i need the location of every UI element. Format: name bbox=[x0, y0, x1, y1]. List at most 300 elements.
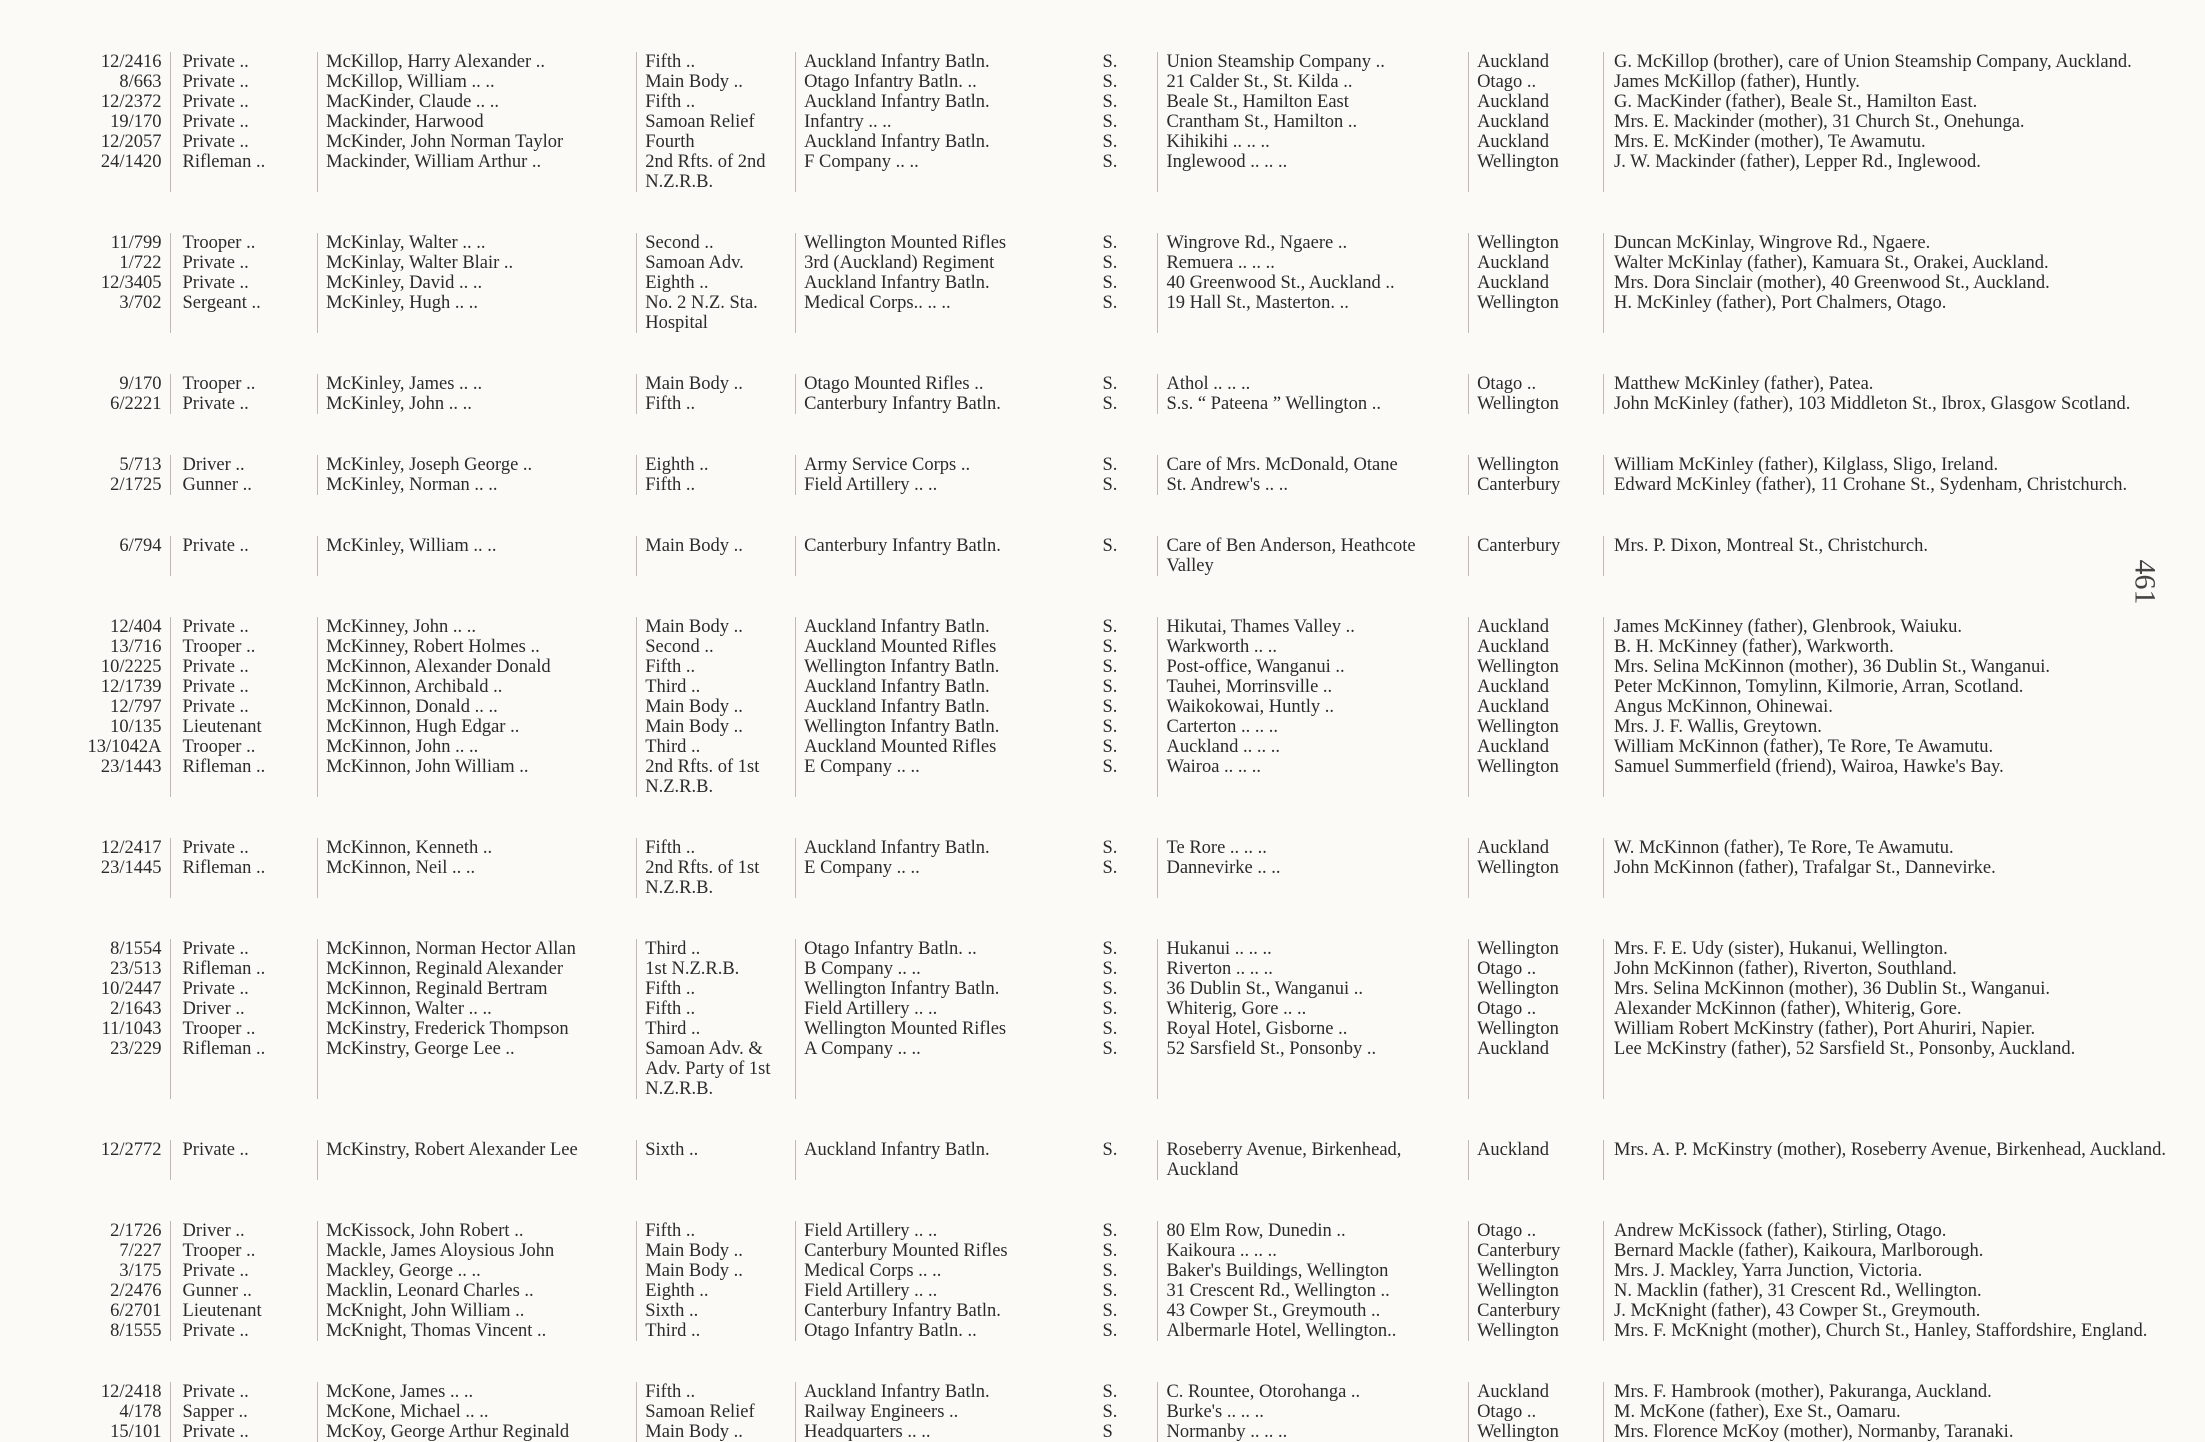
soldier-name-cell: McKinnon, Archibald .. bbox=[318, 677, 637, 697]
draft-cell: Main Body .. bbox=[637, 1422, 796, 1442]
marital-status-cell: S. bbox=[1102, 1261, 1118, 1281]
service-number-cell: 12/2416 bbox=[100, 52, 162, 72]
unit-cell: Canterbury Mounted Rifles bbox=[796, 1241, 1081, 1261]
unit-cell: Headquarters .. .. bbox=[796, 1422, 1081, 1442]
draft-cell: Samoan Relief bbox=[637, 112, 796, 132]
rank-cell: Private .. bbox=[170, 253, 318, 273]
row-spacer-cell bbox=[66, 1099, 2205, 1140]
next-of-kin-cell: Mrs. E. Mackinder (mother), 31 Church St., Onehunga. bbox=[1604, 112, 2205, 132]
service-number-cell: 12/797 bbox=[110, 697, 162, 717]
row-spacer-cell bbox=[66, 1341, 2205, 1382]
service-number-cell: 7/227 bbox=[119, 1241, 162, 1261]
service-number-cell: 12/404 bbox=[110, 617, 162, 637]
service-number-cell: 8/1555 bbox=[110, 1321, 162, 1341]
last-address-cell: Baker's Buildings, Wellington bbox=[1158, 1261, 1469, 1281]
marital-status-cell: S. bbox=[1102, 394, 1118, 414]
draft-cell: Main Body .. bbox=[637, 536, 796, 576]
row-spacer bbox=[66, 1099, 2205, 1140]
rank-cell: Private .. bbox=[170, 657, 318, 677]
soldier-name-cell: McKillop, William .. .. bbox=[318, 72, 637, 92]
soldier-name-cell: McKinley, Joseph George .. bbox=[318, 455, 637, 475]
soldier-name-cell: Mackinder, William Arthur .. bbox=[318, 152, 637, 192]
last-address-cell: 31 Crescent Rd., Wellington .. bbox=[1158, 1281, 1469, 1301]
service-number-cell: 23/229 bbox=[110, 1039, 162, 1059]
military-district-cell: Otago .. bbox=[1469, 1221, 1604, 1241]
last-address-cell: Roseberry Avenue, Birkenhead, Auckland bbox=[1158, 1140, 1469, 1180]
nominal-roll-body bbox=[66, 52, 2205, 1442]
last-address-cell: Te Rore .. .. .. bbox=[1158, 838, 1469, 858]
soldier-name-cell: McKinnon, Reginald Bertram bbox=[318, 979, 637, 999]
next-of-kin-cell: Duncan McKinlay, Wingrove Rd., Ngaere. bbox=[1604, 233, 2205, 253]
last-address-cell: Remuera .. .. .. bbox=[1158, 253, 1469, 273]
table-row bbox=[66, 273, 2205, 293]
rank-cell: Private .. bbox=[170, 677, 318, 697]
table-row bbox=[66, 92, 2205, 112]
row-spacer-cell bbox=[66, 797, 2205, 838]
military-district-cell: Wellington bbox=[1469, 657, 1604, 677]
service-number-cell: 4/178 bbox=[119, 1402, 162, 1422]
soldier-name-cell: McKinley, William .. .. bbox=[318, 536, 637, 576]
next-of-kin-cell: Mrs. F. McKnight (mother), Church St., Hanley, Staffordshire, England. bbox=[1604, 1321, 2205, 1341]
draft-cell: Fifth .. bbox=[637, 92, 796, 112]
military-district-cell: Wellington bbox=[1469, 858, 1604, 898]
next-of-kin-cell: W. McKinnon (father), Te Rore, Te Awamutu. bbox=[1604, 838, 2205, 858]
draft-cell: Fifth .. bbox=[637, 394, 796, 414]
marital-status-cell: S bbox=[1102, 1422, 1113, 1442]
military-district-cell: Wellington bbox=[1469, 1281, 1604, 1301]
draft-cell: Samoan Adv. & Adv. Party of 1st N.Z.R.B. bbox=[637, 1039, 796, 1099]
marital-status-cell: S. bbox=[1102, 657, 1118, 677]
next-of-kin-cell: Walter McKinlay (father), Kamuara St., Orakei, Auckland. bbox=[1604, 253, 2205, 273]
unit-cell: Auckland Mounted Rifles bbox=[796, 737, 1081, 757]
table-row bbox=[66, 112, 2205, 132]
soldier-name-cell: McKillop, Harry Alexander .. bbox=[318, 52, 637, 72]
next-of-kin-cell: John McKinley (father), 103 Middleton St., Ibrox, Glasgow Scotland. bbox=[1604, 394, 2205, 414]
table-row bbox=[66, 717, 2205, 737]
next-of-kin-cell: Mrs. Selina McKinnon (mother), 36 Dublin St., Wanganui. bbox=[1604, 979, 2205, 999]
draft-cell: Third .. bbox=[637, 1321, 796, 1341]
table-row bbox=[66, 132, 2205, 152]
unit-cell: Canterbury Infantry Batln. bbox=[796, 536, 1081, 576]
table-row bbox=[66, 637, 2205, 657]
military-district-cell: Canterbury bbox=[1469, 1301, 1604, 1321]
service-number-cell: 12/2772 bbox=[100, 1140, 162, 1160]
unit-cell: Wellington Mounted Rifles bbox=[796, 1019, 1081, 1039]
next-of-kin-cell: Mrs. E. McKinder (mother), Te Awamutu. bbox=[1604, 132, 2205, 152]
marital-status-cell: S. bbox=[1102, 152, 1118, 172]
marital-status-cell: S. bbox=[1102, 737, 1118, 757]
last-address-cell: Beale St., Hamilton East bbox=[1158, 92, 1469, 112]
table-row bbox=[66, 1221, 2205, 1241]
next-of-kin-cell: J. W. Mackinder (father), Lepper Rd., Inglewood. bbox=[1604, 152, 2205, 192]
service-number-cell: 13/716 bbox=[110, 637, 162, 657]
last-address-cell: Burke's .. .. .. bbox=[1158, 1402, 1469, 1422]
rank-cell: Private .. bbox=[170, 92, 318, 112]
table-row bbox=[66, 455, 2205, 475]
last-address-cell: 40 Greenwood St., Auckland .. bbox=[1158, 273, 1469, 293]
military-district-cell: Auckland bbox=[1469, 1039, 1604, 1099]
service-number-cell: 23/1445 bbox=[100, 858, 162, 878]
table-row bbox=[66, 536, 2205, 576]
military-district-cell: Wellington bbox=[1469, 717, 1604, 737]
last-address-cell: Care of Mrs. McDonald, Otane bbox=[1158, 455, 1469, 475]
rank-cell: Driver .. bbox=[170, 1221, 318, 1241]
unit-cell: Medical Corps.. .. .. bbox=[796, 293, 1081, 333]
table-row bbox=[66, 1281, 2205, 1301]
soldier-name-cell: McKinlay, Walter .. .. bbox=[318, 233, 637, 253]
unit-cell: Army Service Corps .. bbox=[796, 455, 1081, 475]
unit-cell: Otago Infantry Batln. .. bbox=[796, 939, 1081, 959]
rank-cell: Private .. bbox=[170, 979, 318, 999]
next-of-kin-cell: Matthew McKinley (father), Patea. bbox=[1604, 374, 2205, 394]
service-number-cell: 19/170 bbox=[110, 112, 162, 132]
military-district-cell: Wellington bbox=[1469, 152, 1604, 192]
unit-cell: Field Artillery .. .. bbox=[796, 1221, 1081, 1241]
last-address-cell: Albermarle Hotel, Wellington.. bbox=[1158, 1321, 1469, 1341]
draft-cell: Fifth .. bbox=[637, 999, 796, 1019]
military-district-cell: Auckland bbox=[1469, 52, 1604, 72]
next-of-kin-cell: Mrs. J. Mackley, Yarra Junction, Victoria. bbox=[1604, 1261, 2205, 1281]
unit-cell: Wellington Infantry Batln. bbox=[796, 979, 1081, 999]
row-spacer-cell bbox=[66, 192, 2205, 233]
rank-cell: Private .. bbox=[170, 939, 318, 959]
row-spacer bbox=[66, 898, 2205, 939]
draft-cell: 1st N.Z.R.B. bbox=[637, 959, 796, 979]
next-of-kin-cell: G. McKillop (brother), care of Union Steamship Company, Auckland. bbox=[1604, 52, 2205, 72]
marital-status-cell: S. bbox=[1102, 1241, 1118, 1261]
unit-cell: Auckland Infantry Batln. bbox=[796, 1140, 1081, 1180]
rank-cell: Driver .. bbox=[170, 455, 318, 475]
next-of-kin-cell: Mrs. F. E. Udy (sister), Hukanui, Wellington. bbox=[1604, 939, 2205, 959]
military-district-cell: Auckland bbox=[1469, 637, 1604, 657]
table-row bbox=[66, 1140, 2205, 1180]
last-address-cell: S.s. “ Pateena ” Wellington .. bbox=[1158, 394, 1469, 414]
draft-cell: Fifth .. bbox=[637, 1221, 796, 1241]
marital-status-cell: S. bbox=[1102, 717, 1118, 737]
last-address-cell: Waikokowai, Huntly .. bbox=[1158, 697, 1469, 717]
unit-cell: Auckland Infantry Batln. bbox=[796, 52, 1081, 72]
table-row bbox=[66, 1019, 2205, 1039]
military-district-cell: Auckland bbox=[1469, 1140, 1604, 1180]
soldier-name-cell: Macklin, Leonard Charles .. bbox=[318, 1281, 637, 1301]
service-number-cell: 12/2418 bbox=[100, 1382, 162, 1402]
unit-cell: Wellington Mounted Rifles bbox=[796, 233, 1081, 253]
draft-cell: Main Body .. bbox=[637, 1241, 796, 1261]
military-district-cell: Wellington bbox=[1469, 979, 1604, 999]
rank-cell: Sapper .. bbox=[170, 1402, 318, 1422]
soldier-name-cell: McKinnon, Walter .. .. bbox=[318, 999, 637, 1019]
rank-cell: Rifleman .. bbox=[170, 152, 318, 192]
military-district-cell: Auckland bbox=[1469, 253, 1604, 273]
service-number-cell: 8/1554 bbox=[110, 939, 162, 959]
rank-cell: Rifleman .. bbox=[170, 1039, 318, 1099]
service-number-cell: 12/1739 bbox=[100, 677, 162, 697]
table-row bbox=[66, 979, 2205, 999]
table-row bbox=[66, 1261, 2205, 1281]
soldier-name-cell: McKinnon, Reginald Alexander bbox=[318, 959, 637, 979]
unit-cell: E Company .. .. bbox=[796, 757, 1081, 797]
military-district-cell: Wellington bbox=[1469, 233, 1604, 253]
table-row bbox=[66, 1241, 2205, 1261]
table-row bbox=[66, 475, 2205, 495]
next-of-kin-cell: William McKinley (father), Kilglass, Sligo, Ireland. bbox=[1604, 455, 2205, 475]
marital-status-cell: S. bbox=[1102, 293, 1118, 313]
rank-cell: Private .. bbox=[170, 838, 318, 858]
marital-status-cell: S. bbox=[1102, 475, 1118, 495]
soldier-name-cell: McKone, James .. .. bbox=[318, 1382, 637, 1402]
unit-cell: Canterbury Infantry Batln. bbox=[796, 1301, 1081, 1321]
soldier-name-cell: Mackley, George .. .. bbox=[318, 1261, 637, 1281]
table-row bbox=[66, 657, 2205, 677]
soldier-name-cell: MacKinder, Claude .. .. bbox=[318, 92, 637, 112]
rank-cell: Private .. bbox=[170, 697, 318, 717]
rank-cell: Private .. bbox=[170, 1321, 318, 1341]
last-address-cell: Wairoa .. .. .. bbox=[1158, 757, 1469, 797]
service-number-cell: 10/2447 bbox=[100, 979, 162, 999]
rank-cell: Trooper .. bbox=[170, 1241, 318, 1261]
soldier-name-cell: McKinley, David .. .. bbox=[318, 273, 637, 293]
rank-cell: Private .. bbox=[170, 394, 318, 414]
table-row bbox=[66, 52, 2205, 72]
row-spacer-cell bbox=[66, 576, 2205, 617]
table-row bbox=[66, 617, 2205, 637]
military-district-cell: Auckland bbox=[1469, 273, 1604, 293]
unit-cell: Field Artillery .. .. bbox=[796, 999, 1081, 1019]
rank-cell: Trooper .. bbox=[170, 637, 318, 657]
marital-status-cell: S. bbox=[1102, 979, 1118, 999]
soldier-name-cell: McKinley, Norman .. .. bbox=[318, 475, 637, 495]
unit-cell: Infantry .. .. bbox=[796, 112, 1081, 132]
table-row bbox=[66, 1301, 2205, 1321]
service-number-cell: 13/1042A bbox=[87, 737, 162, 757]
marital-status-cell: S. bbox=[1102, 1221, 1118, 1241]
last-address-cell: 21 Calder St., St. Kilda .. bbox=[1158, 72, 1469, 92]
military-district-cell: Auckland bbox=[1469, 92, 1604, 112]
next-of-kin-cell: Mrs. Florence McKoy (mother), Normanby, Taranaki. bbox=[1604, 1422, 2205, 1442]
soldier-name-cell: McKinlay, Walter Blair .. bbox=[318, 253, 637, 273]
service-number-cell: 10/2225 bbox=[100, 657, 162, 677]
service-number-cell: 11/799 bbox=[110, 233, 162, 253]
draft-cell: Third .. bbox=[637, 737, 796, 757]
rank-cell: Private .. bbox=[170, 273, 318, 293]
service-number-cell: 12/2057 bbox=[100, 132, 162, 152]
draft-cell: Eighth .. bbox=[637, 1281, 796, 1301]
unit-cell: F Company .. .. bbox=[796, 152, 1081, 192]
unit-cell: Field Artillery .. .. bbox=[796, 1281, 1081, 1301]
unit-cell: E Company .. .. bbox=[796, 858, 1081, 898]
service-number-cell: 6/794 bbox=[119, 536, 162, 556]
marital-status-cell: S. bbox=[1102, 72, 1118, 92]
military-district-cell: Wellington bbox=[1469, 1422, 1604, 1442]
marital-status-cell: S. bbox=[1102, 858, 1118, 878]
marital-status-cell: S. bbox=[1102, 677, 1118, 697]
soldier-name-cell: McKinstry, Robert Alexander Lee bbox=[318, 1140, 637, 1180]
last-address-cell: Wingrove Rd., Ngaere .. bbox=[1158, 233, 1469, 253]
rank-cell: Private .. bbox=[170, 536, 318, 576]
military-district-cell: Otago .. bbox=[1469, 1402, 1604, 1422]
table-row bbox=[66, 677, 2205, 697]
last-address-cell: 19 Hall St., Masterton. .. bbox=[1158, 293, 1469, 333]
rank-cell: Rifleman .. bbox=[170, 858, 318, 898]
row-spacer-cell bbox=[66, 1180, 2205, 1221]
next-of-kin-cell: Alexander McKinnon (father), Whiterig, Gore. bbox=[1604, 999, 2205, 1019]
soldier-name-cell: McKinnon, Alexander Donald bbox=[318, 657, 637, 677]
unit-cell: Railway Engineers .. bbox=[796, 1402, 1081, 1422]
last-address-cell: Hikutai, Thames Valley .. bbox=[1158, 617, 1469, 637]
unit-cell: Field Artillery .. .. bbox=[796, 475, 1081, 495]
marital-status-cell: S. bbox=[1102, 1039, 1118, 1059]
military-district-cell: Auckland bbox=[1469, 112, 1604, 132]
marital-status-cell: S. bbox=[1102, 637, 1118, 657]
soldier-name-cell: McKinley, Hugh .. .. bbox=[318, 293, 637, 333]
table-row bbox=[66, 939, 2205, 959]
row-spacer bbox=[66, 333, 2205, 374]
service-number-cell: 23/1443 bbox=[100, 757, 162, 777]
draft-cell: Fourth bbox=[637, 132, 796, 152]
last-address-cell: 80 Elm Row, Dunedin .. bbox=[1158, 1221, 1469, 1241]
rank-cell: Private .. bbox=[170, 617, 318, 637]
draft-cell: Main Body .. bbox=[637, 717, 796, 737]
military-district-cell: Auckland bbox=[1469, 737, 1604, 757]
next-of-kin-cell: John McKinnon (father), Trafalgar St., Dannevirke. bbox=[1604, 858, 2205, 898]
service-number-cell: 6/2221 bbox=[110, 394, 162, 414]
next-of-kin-cell: William McKinnon (father), Te Rore, Te Awamutu. bbox=[1604, 737, 2205, 757]
marital-status-cell: S. bbox=[1102, 939, 1118, 959]
draft-cell: Third .. bbox=[637, 1019, 796, 1039]
unit-cell: Medical Corps .. .. bbox=[796, 1261, 1081, 1281]
unit-cell: Auckland Infantry Batln. bbox=[796, 838, 1081, 858]
military-district-cell: Auckland bbox=[1469, 838, 1604, 858]
draft-cell: 2nd Rfts. of 1st N.Z.R.B. bbox=[637, 858, 796, 898]
table-row bbox=[66, 374, 2205, 394]
last-address-cell: Auckland .. .. .. bbox=[1158, 737, 1469, 757]
next-of-kin-cell: Angus McKinnon, Ohinewai. bbox=[1604, 697, 2205, 717]
rank-cell: Driver .. bbox=[170, 999, 318, 1019]
marital-status-cell: S. bbox=[1102, 52, 1118, 72]
service-number-cell: 9/170 bbox=[119, 374, 162, 394]
last-address-cell: 52 Sarsfield St., Ponsonby .. bbox=[1158, 1039, 1469, 1099]
military-district-cell: Auckland bbox=[1469, 677, 1604, 697]
row-spacer bbox=[66, 414, 2205, 455]
service-number-cell: 2/1726 bbox=[110, 1221, 162, 1241]
last-address-cell: C. Rountee, Otorohanga .. bbox=[1158, 1382, 1469, 1402]
next-of-kin-cell: Bernard Mackle (father), Kaikoura, Marlborough. bbox=[1604, 1241, 2205, 1261]
unit-cell: A Company .. .. bbox=[796, 1039, 1081, 1099]
service-number-cell: 2/1643 bbox=[110, 999, 162, 1019]
table-row bbox=[66, 1402, 2205, 1422]
next-of-kin-cell: J. McKnight (father), 43 Cowper St., Greymouth. bbox=[1604, 1301, 2205, 1321]
next-of-kin-cell: M. McKone (father), Exe St., Oamaru. bbox=[1604, 1402, 2205, 1422]
next-of-kin-cell: B. H. McKinney (father), Warkworth. bbox=[1604, 637, 2205, 657]
service-number-cell: 12/2372 bbox=[100, 92, 162, 112]
service-number-cell: 12/3405 bbox=[100, 273, 162, 293]
marital-status-cell: S. bbox=[1102, 273, 1118, 293]
draft-cell: Main Body .. bbox=[637, 72, 796, 92]
unit-cell: Otago Infantry Batln. .. bbox=[796, 72, 1081, 92]
draft-cell: Sixth .. bbox=[637, 1301, 796, 1321]
marital-status-cell: S. bbox=[1102, 1402, 1118, 1422]
row-spacer bbox=[66, 495, 2205, 536]
rank-cell: Gunner .. bbox=[170, 475, 318, 495]
unit-cell: Auckland Infantry Batln. bbox=[796, 1382, 1081, 1402]
soldier-name-cell: McKinstry, Frederick Thompson bbox=[318, 1019, 637, 1039]
row-spacer-cell bbox=[66, 333, 2205, 374]
marital-status-cell: S. bbox=[1102, 233, 1118, 253]
soldier-name-cell: McKinnon, Norman Hector Allan bbox=[318, 939, 637, 959]
unit-cell: Auckland Infantry Batln. bbox=[796, 677, 1081, 697]
draft-cell: Third .. bbox=[637, 939, 796, 959]
service-number-cell: 3/702 bbox=[119, 293, 162, 313]
rank-cell: Gunner .. bbox=[170, 1281, 318, 1301]
next-of-kin-cell: G. MacKinder (father), Beale St., Hamilton East. bbox=[1604, 92, 2205, 112]
unit-cell: Wellington Infantry Batln. bbox=[796, 657, 1081, 677]
rank-cell: Private .. bbox=[170, 52, 318, 72]
military-district-cell: Auckland bbox=[1469, 1382, 1604, 1402]
military-district-cell: Auckland bbox=[1469, 617, 1604, 637]
rank-cell: Private .. bbox=[170, 1261, 318, 1281]
last-address-cell: Care of Ben Anderson, Heathcote Valley bbox=[1158, 536, 1469, 576]
table-row bbox=[66, 293, 2205, 333]
last-address-cell: Kihikihi .. .. .. bbox=[1158, 132, 1469, 152]
next-of-kin-cell: Peter McKinnon, Tomylinn, Kilmorie, Arran, Scotland. bbox=[1604, 677, 2205, 697]
draft-cell: Fifth .. bbox=[637, 1382, 796, 1402]
marital-status-cell: S. bbox=[1102, 757, 1118, 777]
next-of-kin-cell: Mrs. P. Dixon, Montreal St., Christchurch. bbox=[1604, 536, 2205, 576]
service-number-cell: 12/2417 bbox=[100, 838, 162, 858]
rank-cell: Lieutenant bbox=[170, 717, 318, 737]
row-spacer-cell bbox=[66, 898, 2205, 939]
marital-status-cell: S. bbox=[1102, 1321, 1118, 1341]
last-address-cell: St. Andrew's .. .. bbox=[1158, 475, 1469, 495]
draft-cell: Fifth .. bbox=[637, 979, 796, 999]
last-address-cell: Crantham St., Hamilton .. bbox=[1158, 112, 1469, 132]
draft-cell: Samoan Adv. bbox=[637, 253, 796, 273]
soldier-name-cell: McKinley, John .. .. bbox=[318, 394, 637, 414]
marital-status-cell: S. bbox=[1102, 1019, 1118, 1039]
next-of-kin-cell: N. Macklin (father), 31 Crescent Rd., Wellington. bbox=[1604, 1281, 2205, 1301]
rank-cell: Trooper .. bbox=[170, 737, 318, 757]
marital-status-cell: S. bbox=[1102, 112, 1118, 132]
next-of-kin-cell: Lee McKinstry (father), 52 Sarsfield St., Ponsonby, Auckland. bbox=[1604, 1039, 2205, 1099]
soldier-name-cell: McKinstry, George Lee .. bbox=[318, 1039, 637, 1099]
table-row bbox=[66, 999, 2205, 1019]
table-row bbox=[66, 253, 2205, 273]
table-row bbox=[66, 838, 2205, 858]
marital-status-cell: S. bbox=[1102, 959, 1118, 979]
next-of-kin-cell: John McKinnon (father), Riverton, Southland. bbox=[1604, 959, 2205, 979]
military-district-cell: Wellington bbox=[1469, 394, 1604, 414]
next-of-kin-cell: Mrs. Dora Sinclair (mother), 40 Greenwood St., Auckland. bbox=[1604, 273, 2205, 293]
service-number-cell: 23/513 bbox=[110, 959, 162, 979]
rank-cell: Private .. bbox=[170, 1422, 318, 1442]
draft-cell: Sixth .. bbox=[637, 1140, 796, 1180]
last-address-cell: Warkworth .. .. bbox=[1158, 637, 1469, 657]
service-number-cell: 3/175 bbox=[119, 1261, 162, 1281]
military-district-cell: Wellington bbox=[1469, 293, 1604, 333]
unit-cell: 3rd (Auckland) Regiment bbox=[796, 253, 1081, 273]
marital-status-cell: S. bbox=[1102, 1301, 1118, 1321]
draft-cell: Fifth .. bbox=[637, 475, 796, 495]
rank-cell: Private .. bbox=[170, 112, 318, 132]
military-district-cell: Canterbury bbox=[1469, 475, 1604, 495]
service-number-cell: 5/713 bbox=[119, 455, 162, 475]
draft-cell: Main Body .. bbox=[637, 617, 796, 637]
last-address-cell: Union Steamship Company .. bbox=[1158, 52, 1469, 72]
rank-cell: Trooper .. bbox=[170, 233, 318, 253]
next-of-kin-cell: H. McKinley (father), Port Chalmers, Otago. bbox=[1604, 293, 2205, 333]
military-district-cell: Wellington bbox=[1469, 1261, 1604, 1281]
next-of-kin-cell: Andrew McKissock (father), Stirling, Otago. bbox=[1604, 1221, 2205, 1241]
